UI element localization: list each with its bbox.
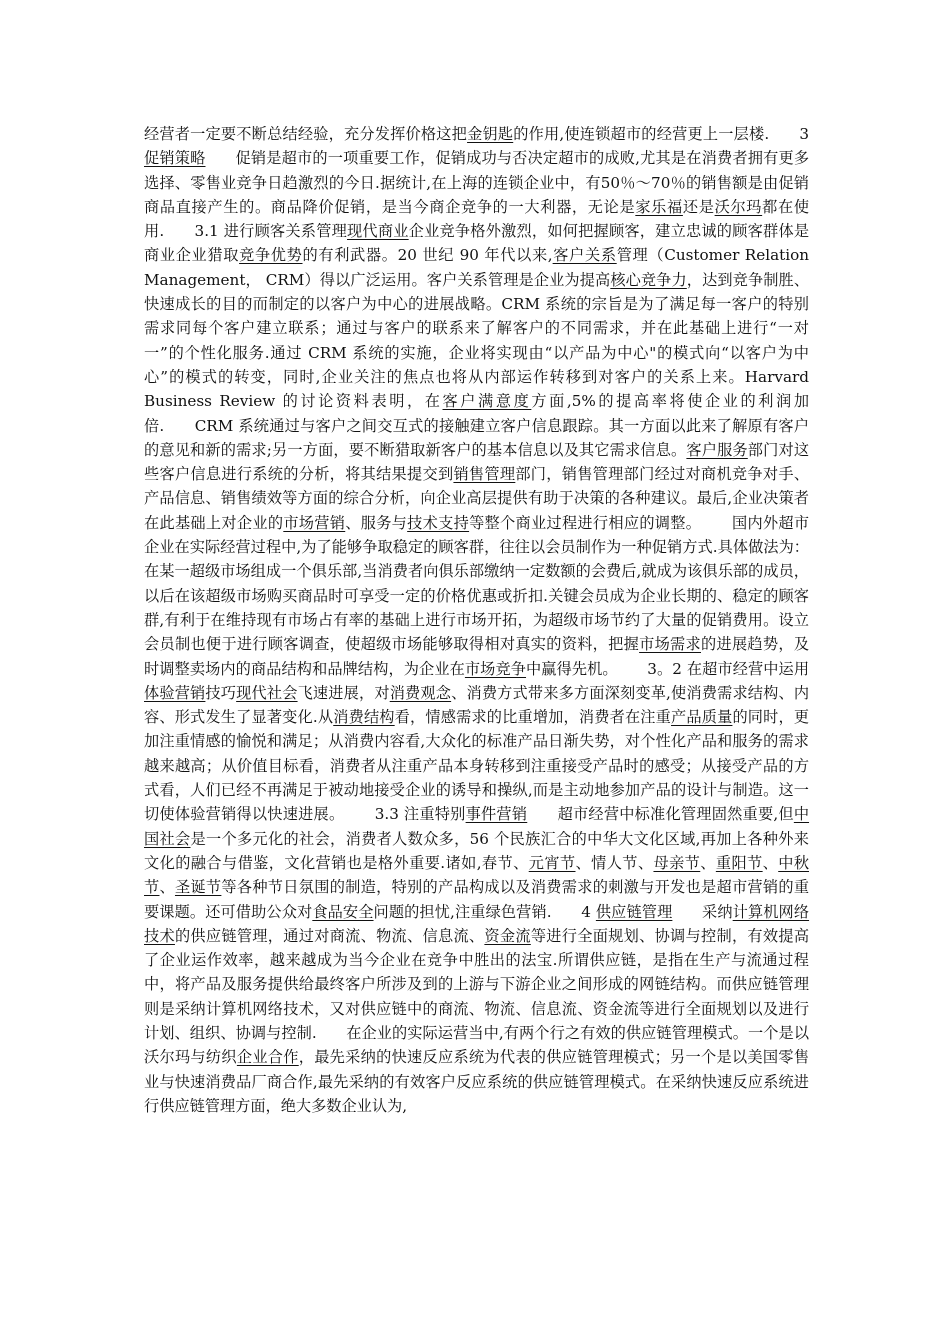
text-run: 等各种节日氛围的制造，特别的产品构成以及消费需求的刺激与开发也是超市营销的重要课题。还可借助公众对 [144, 878, 810, 921]
text-run: 经营者一定要不断总结经验，充分发挥价格这把 [144, 125, 468, 143]
text-run: 的同时，更加注重情感的愉悦和满足；从消费内容看,大众化的标准产品日渐失势，对个性化产品和服务的需求越来越高；从价值目标看，消费者从注重产品本身转移到注重接受产品时的感受；从接受产品的方式看，人们已经不再满足于被动地接受企业的诱导和操纵,而是主动地参加产品的设计与制造。这一切使体验营销得以快速进展。 [144, 708, 810, 824]
text-run: ，达到竞争制胜、快速成长的目的而制定的以客户为中心的进展战略。CRM 系统的宗旨是为了满足每一客户的特别需求同每个客户建立联系；通过与客户的联系来了解客户的不同需求，并在此基础上进行“一对一”的个性化服务.通过 CRM 系统的实施，企业将实现由“以产品为中心"的模式向“以客户为中心”的模式的转变，同时,企业关注的焦点也将从内部运作转移到对客户的关系上来。Harvard Business Review 的讨论资料表明，在 [144, 270, 810, 411]
paragraph-gap [317, 1024, 346, 1042]
text-run: 都在使用. [144, 197, 810, 241]
paragraph-gap [552, 903, 582, 921]
text-run: 、消费方式带来多方面深刻变革,使消费需求结构、内容、形式发生了显著变化.从 [144, 683, 810, 727]
text-run: 促销是超市的一项重要工作，促销成功与否决定超市的成败,尤其是在消费者拥有更多选择、零售业竞争日趋激烈的今日.据统计,在上海的连锁企业中，有50％～70％的销售额是由促销商品直接产生的。商品降价促销，是当今商企竞争的一大利器，无论是 [144, 149, 810, 216]
keyword-link[interactable]: 沃尔玛 [714, 197, 763, 216]
keyword-link[interactable]: 客户满意度 [442, 392, 532, 411]
keyword-link[interactable]: 元宵节 [528, 853, 576, 872]
keyword-link[interactable]: 体验营销 [144, 683, 206, 702]
paragraph-gap [618, 660, 648, 678]
text-run: 部门对这些客户信息进行系统的分析，将其结果提交到 [144, 440, 810, 484]
keyword-link[interactable]: 现代商业 [347, 222, 409, 241]
text-run: 看，情感需求的比重增加，消费者在注重 [394, 708, 672, 727]
keyword-link[interactable]: 产品质量 [671, 708, 733, 727]
body-paragraph [144, 122, 809, 1118]
keyword-link[interactable]: 金钥匙 [467, 125, 514, 143]
keyword-link[interactable]: 市场需求 [639, 635, 701, 654]
keyword-link[interactable]: 现代社会 [236, 683, 298, 702]
text-run: 是一个多元化的社会，消费者人数众多，56 个民族汇合的中华大文化区域,再加上各种外来文化的融合与借鉴，文化营销也是格外重要.诸如,春节、 [144, 829, 809, 872]
text-run: 的供应链管理，通过对商流、物流、信息流、 [174, 926, 485, 945]
keyword-link[interactable]: 事件营销 [465, 805, 528, 824]
text-run: 部门，销售管理部门经过对商机竞争对手、产品信息、销售绩效等方面的综合分析，向企业高层提供有助于决策的各种建议。最后,企业决策者在此基础上对企业的 [144, 465, 810, 532]
keyword-link[interactable]: 母亲节 [653, 853, 701, 872]
keyword-link[interactable]: 客户服务 [686, 440, 748, 459]
paragraph-gap [701, 514, 732, 532]
keyword-link[interactable]: 中国社会 [144, 805, 810, 848]
paragraph-gap [769, 125, 799, 143]
text-run: 采纳 [702, 902, 733, 921]
text-run: 的作用,使连锁超市的经营更上一层楼. [513, 125, 770, 143]
keyword-link[interactable]: 食品安全 [312, 902, 374, 921]
paragraph-gap [344, 805, 374, 823]
text-run: 的有利武器。20 世纪 90 年代以来, [302, 246, 553, 265]
document-page [144, 122, 809, 1118]
text-run: 方面,5%的提高率将使企业的利润加倍. [144, 392, 810, 435]
text-run: 、 [159, 878, 175, 897]
keyword-link[interactable]: 销售管理 [453, 465, 516, 484]
text-run: 4 [581, 902, 596, 921]
text-run: 超市经营中标准化管理固然重要,但 [557, 805, 794, 824]
keyword-link[interactable]: 市场营销 [283, 513, 346, 532]
text-run: 问题的担忧,注重绿色营销. [373, 902, 552, 921]
keyword-link[interactable]: 消费结构 [333, 708, 395, 727]
keyword-link[interactable]: 市场竞争 [464, 659, 527, 678]
keyword-link[interactable]: 重阳节 [715, 853, 763, 872]
text-run: 管理（Customer Relation Management， CRM）得以广泛运用。客户关系管理是企业为提高 [144, 246, 810, 289]
keyword-link[interactable]: 圣诞节 [174, 878, 222, 897]
paragraph-gap [164, 222, 194, 240]
text-run: 等进行全面规划、协调与控制，有效提高了企业运作效率，越来越成为当今企业在竞争中胜出的法宝.所谓供应链，是指在生产与流通过程中，将产品及服务提供给最终客户所涉及到的上游与下游企业之间形成的网链结构。而供应链管理则是采纳计算机网络技术，又对供应链中的商流、物流、信息流、资金流等进行全面规划以及进行计划、组织、协调与控制. [144, 926, 810, 1042]
text-run: 国内外超市企业在实际经营过程中,为了能够争取稳定的顾客群，往往以会员制作为一种促销方式.具体做法为：在某一超级市场组成一个俱乐部,当消费者向俱乐部缴纳一定数额的会费后,就成为该俱乐部的成员，以后在该超级市场购买商品时可享受一定的价格优惠或折扣.关键会员成为企业长期的、稳定的顾客群,有利于在维持现有市场占有率的基础上进行市场开拓，为超级市场节约了大量的促销费用。设立会员制也便于进行顾客调查，使超级市场能够取得相对真实的资料，把握 [144, 513, 810, 654]
paragraph-gap [672, 903, 702, 921]
text-run: 企业竞争格外激烈，如何把握顾客，建立忠诚的顾客群体是商业企业猎取 [144, 222, 810, 265]
keyword-link[interactable]: 中秋节 [144, 853, 809, 897]
text-run: 中赢得先机。 [526, 659, 618, 678]
text-run: 3 [799, 125, 810, 143]
text-run: 、 [700, 853, 716, 872]
text-run: 3。2 在超市经营中运用 [647, 659, 810, 678]
text-run: 、情人节、 [575, 853, 654, 872]
text-run: 、 [762, 853, 779, 872]
text-run: 飞速进展，对 [297, 683, 390, 702]
text-run: 技巧 [205, 683, 237, 702]
text-run: 、服务与 [345, 513, 408, 532]
paragraph-gap [205, 149, 235, 167]
text-run: CRM 系统通过与客户之间交互式的接触建立客户信息跟踪。其一方面以此来了解原有客户的意见和新的需求;另一方面，要不断猎取新客户的基本信息以及其它需求信息。 [144, 416, 810, 459]
keyword-link[interactable]: 促销策略 [144, 149, 206, 168]
keyword-link[interactable]: 家乐福 [635, 197, 683, 216]
keyword-link[interactable]: 供应链管理 [595, 902, 673, 921]
keyword-link[interactable]: 核心竞争力 [610, 270, 687, 289]
keyword-link[interactable]: 消费观念 [389, 683, 452, 702]
text-run: 的进展趋势，及时调整卖场内的商品结构和品牌结构，为企业在 [144, 635, 810, 678]
keyword-link[interactable]: 资金流 [484, 926, 531, 945]
text-run: 在企业的实际运营当中,有两个行之有效的供应链管理模式。一个是以沃尔玛与纺织 [144, 1023, 810, 1067]
keyword-link[interactable]: 客户关系 [552, 246, 617, 265]
paragraph-gap [164, 417, 194, 435]
keyword-link[interactable]: 竞争优势 [239, 246, 303, 265]
paragraph-gap [527, 805, 557, 823]
text-run: ，最先采纳的快速反应系统为代表的供应链管理模式；另一个是以美国零售业与快速消费品厂商合作,最先采纳的有效客户反应系统的供应链管理模式。在采纳快速反应系统进行供应链管理方面，绝大多数企业认为, [144, 1048, 810, 1115]
text-run: 等整个商业过程进行相应的调整。 [469, 513, 702, 532]
text-run: 还是 [682, 197, 715, 216]
keyword-link[interactable]: 企业合作 [236, 1048, 299, 1067]
keyword-link[interactable]: 计算机网络技术 [144, 902, 810, 945]
text-run: 3.1 进行顾客关系管理 [194, 222, 348, 241]
keyword-link[interactable]: 技术支持 [407, 513, 470, 532]
text-run: 3.3 注重特别 [374, 805, 466, 824]
